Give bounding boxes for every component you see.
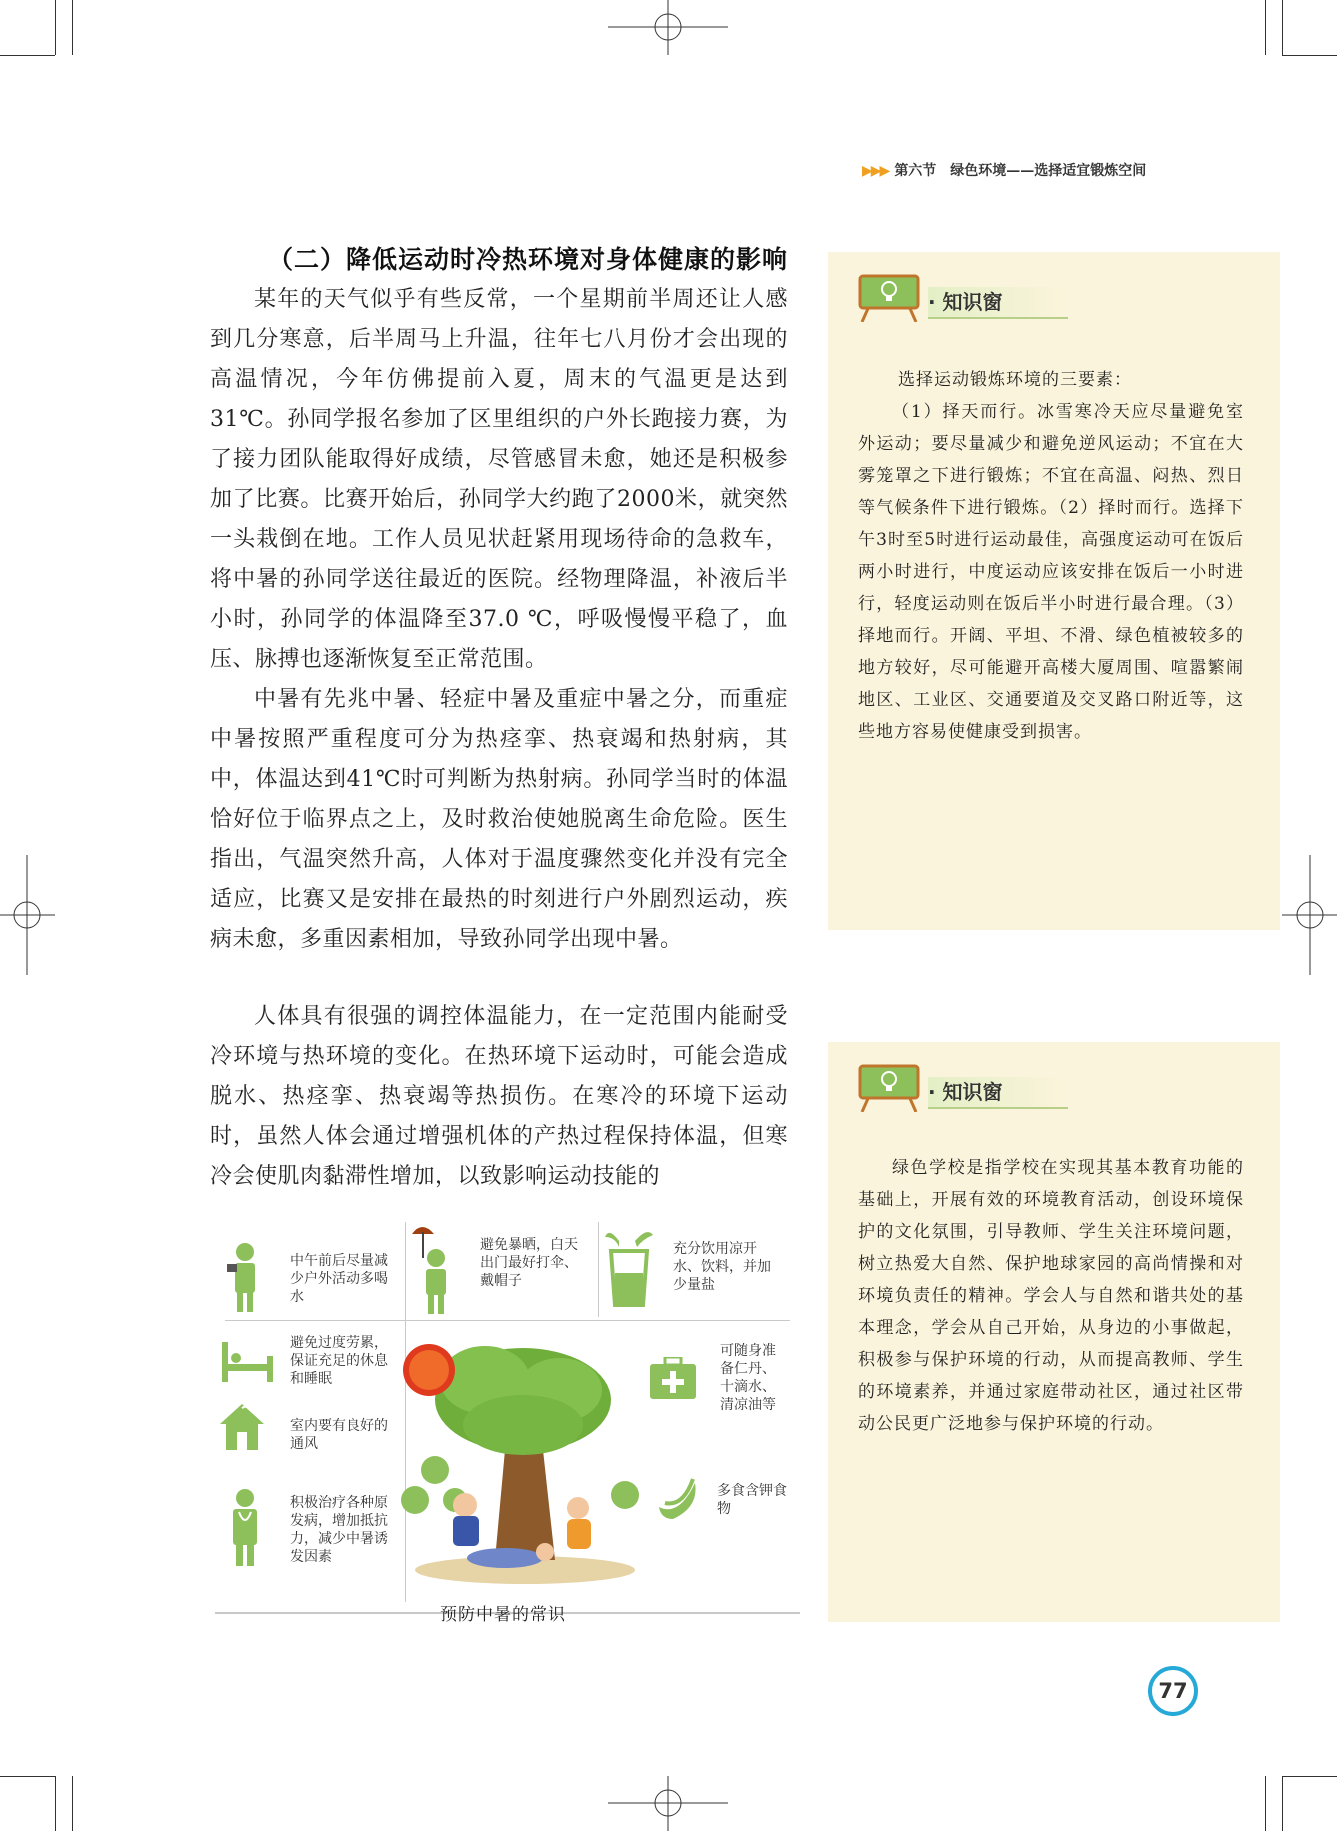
water-glass-icon bbox=[605, 1227, 653, 1307]
bed-icon bbox=[220, 1342, 275, 1382]
house-icon bbox=[220, 1402, 265, 1452]
tip-ventilation: 室内要有良好的通风 bbox=[290, 1418, 388, 1452]
body-paragraphs-2 bbox=[210, 997, 788, 1197]
chalkboard-lightbulb-icon bbox=[858, 274, 920, 322]
tip-medicine: 可随身准备仁丹、十滴水、清凉油等 bbox=[720, 1343, 776, 1413]
registration-mark-bottom bbox=[608, 1776, 728, 1831]
knowledge-window-title: · 知识窗 bbox=[928, 287, 1068, 319]
figure-caption: 预防中暑的常识 bbox=[440, 1605, 566, 1625]
tip-sun: 避免暴晒，白天出门最好打伞、戴帽子 bbox=[480, 1237, 578, 1289]
paragraph-3: 人体具有很强的调控体温能力，在一定范围内能耐受冷环境与热环境的变化。在热环境下运动时，可能会造成脱水、热痉挛、热衰竭等热损伤。在寒冷的环境下运动时，虽然人体会通过增强机体的产热过程保持体温，但寒冷会使肌肉黏滞性增加，以致影响运动技能的 bbox=[210, 1004, 788, 1189]
running-header bbox=[862, 160, 1146, 180]
tip-potassium: 多食含钾食物 bbox=[717, 1483, 787, 1517]
person-drinking-icon bbox=[225, 1242, 265, 1312]
registration-mark-top bbox=[608, 0, 728, 60]
knowledge-window-title: · 知识窗 bbox=[928, 1077, 1068, 1109]
knowledge-window-1 bbox=[828, 252, 1280, 930]
tip-treatment: 积极治疗各种原发病，增加抵抗力，减少中暑诱发因素 bbox=[290, 1495, 388, 1565]
section-title: （二）降低运动时冷热环境对身体健康的影响 bbox=[268, 245, 789, 274]
paragraph-2: 中暑有先兆中暑、轻症中暑及重症中暑之分，而重症中暑按照严重程度可分为热痉挛、热衰竭和热射病，其中，体温达到41℃时可判断为热射病。孙同学当时的体温恰好位于临界点之上，及时救治使她脱离生命危险。医生指出，气温突然升高，人体对于温度骤然变化并没有完全适应，比赛又是安排在最热的时刻进行户外剧烈运动，疾病未愈，多重因素相加，导致孙同学出现中暑。 bbox=[210, 687, 788, 952]
knowledge-window-text bbox=[858, 1152, 1244, 1440]
knowledge-intro: 选择运动锻炼环境的三要素： bbox=[898, 370, 1132, 390]
knowledge-window-2 bbox=[828, 1042, 1280, 1622]
body-paragraphs-1 bbox=[210, 280, 788, 960]
tip-water: 充分饮用凉开水、饮料，并加少量盐 bbox=[673, 1241, 771, 1293]
header-text: 第六节 绿色环境——选择适宜锻炼空间 bbox=[894, 163, 1147, 179]
registration-mark-right bbox=[1280, 855, 1337, 975]
medical-kit-icon bbox=[650, 1357, 696, 1399]
tip-rest: 避免过度劳累，保证充足的休息和睡眠 bbox=[290, 1335, 388, 1387]
knowledge-paragraph: 绿色学校是指学校在实现其基本教育功能的基础上，开展有效的环境教育活动，创设环境保护的文化氛围，引导教师、学生关注环境问题，树立热爱大自然、保护地球家园的高尚情操和对环境负责任的精神。学会人与自然和谐共处的基本理念，学会从自己开始，从身边的小事做起，积极参与保护环境的行动，从而提高教师、学生的环境素养，并通过家庭带动社区，通过社区带动公民更广泛地参与保护环境的行动。 bbox=[858, 1158, 1244, 1434]
knowledge-window-text bbox=[858, 396, 1244, 748]
tip-noon: 中午前后尽量减少户外活动多喝水 bbox=[290, 1253, 388, 1305]
header-arrows-icon: ▶▶▶ bbox=[862, 163, 889, 179]
doctor-icon bbox=[225, 1488, 265, 1568]
first-aid-tree-illustration bbox=[395, 1330, 655, 1590]
knowledge-paragraph: （1）择天而行。冰雪寒冷天应尽量避免室外运动；要尽量减少和避免逆风运动；不宜在大雾笼罩之下进行锻炼；不宜在高温、闷热、烈日等气候条件下进行锻炼。（2）择时而行。选择下午3时至5时进行运动最佳，高强度运动可在饭后两小时进行，中度运动应该安排在饭后一小时进行，轻度运动则在饭后半小时进行最合理。（3）择地而行。开阔、平坦、不滑、绿色植被较多的地方较好，尽可能避开高楼大厦周围、喧嚣繁闹地区、工业区、交通要道及交叉路口附近等，这些地方容易使健康受到损害。 bbox=[858, 402, 1244, 742]
paragraph-1: 某年的天气似乎有些反常，一个星期前半周还让人感到几分寒意，后半周马上升温，往年七八月份才会出现的高温情况，今年仿佛提前入夏，周末的气温更是达到31℃。孙同学报名参加了区里组织的户外长跑接力赛，为了接力团队能取得好成绩，尽管感冒未愈，她还是积极参加了比赛。比赛开始后，孙同学大约跑了2000米，就突然一头栽倒在地。工作人员见状赶紧用现场待命的急救车，将中暑的孙同学送往最近的医院。经物理降温，补液后半小时，孙同学的体温降至37.0 ℃，呼吸慢慢平稳了，血压、脉搏也逐渐恢复至正常范围。 bbox=[210, 287, 788, 672]
registration-mark-left bbox=[0, 855, 60, 975]
person-umbrella-icon bbox=[410, 1220, 455, 1315]
chalkboard-lightbulb-icon bbox=[858, 1064, 920, 1112]
banana-icon bbox=[655, 1477, 701, 1521]
heatstroke-prevention-figure bbox=[215, 1212, 800, 1617]
page-number: 77 bbox=[1148, 1666, 1198, 1716]
